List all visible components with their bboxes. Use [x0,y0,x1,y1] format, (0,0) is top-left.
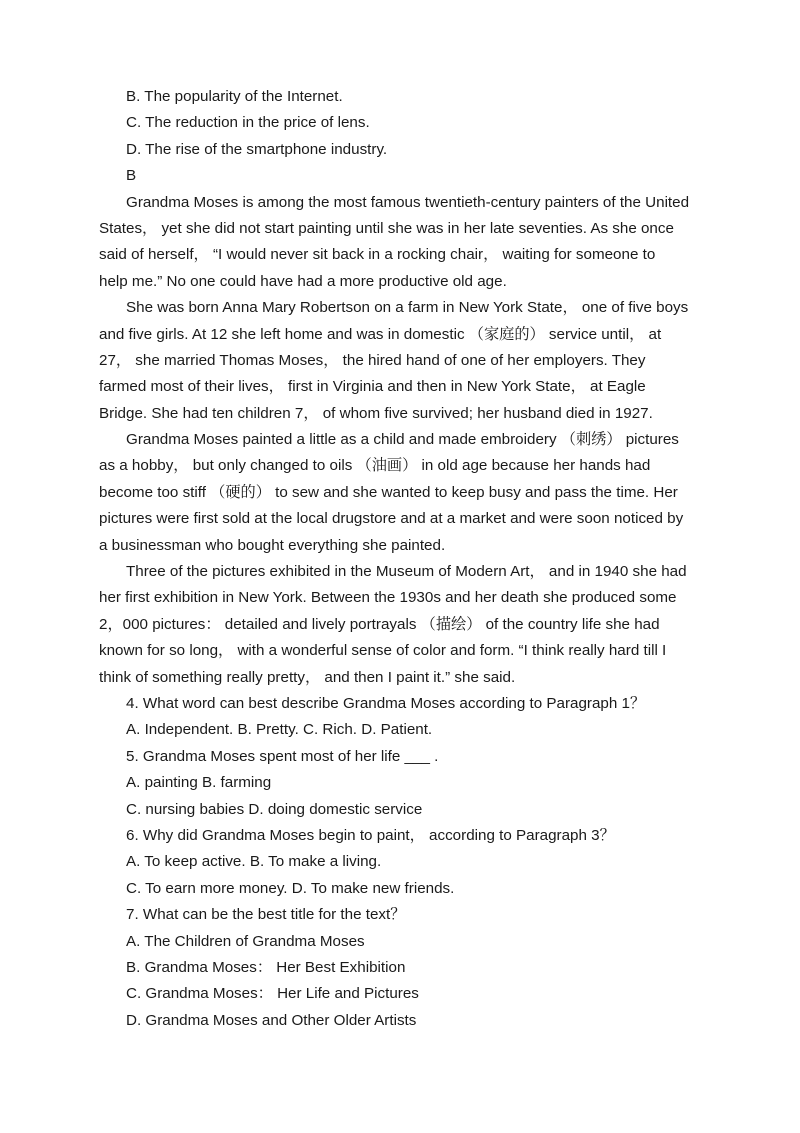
paragraph-3 [99,427,701,559]
paragraph-line: think of something really pretty， and then I paint it.” she said. [99,668,516,686]
question-7-option-d: D. Grandma Moses and Other Older Artists [126,1011,417,1029]
paragraph-line: Grandma Moses painted a little as a child and made embroidery （刺绣） pictures [126,431,679,449]
previous-option-d: D. The rise of the smartphone industry. [126,140,388,158]
paragraph-line: become too stiff （硬的） to sew and she wanted to keep busy and pass the time. Her [99,483,678,501]
question-5-options-cd: C. nursing babies D. doing domestic service [126,800,423,818]
question-5: 5. Grandma Moses spent most of her life ___ . [126,747,439,765]
section-label: B [126,167,137,185]
question-6-options-ab: A. To keep active. B. To make a living. [126,853,382,871]
question-7: 7. What can be the best title for the text？ [126,906,406,924]
paragraph-line: and five girls. At 12 she left home and was in domestic （家庭的） service until， at [99,325,662,343]
question-7-option-a: A. The Children of Grandma Moses [126,932,365,950]
question-4-options: A. Independent. B. Pretty. C. Rich. D. Patient. [126,721,433,739]
paragraph-line: 2，000 pictures： detailed and lively portrayals （描绘） of the country life she had [99,615,660,633]
paragraph-line: Three of the pictures exhibited in the Museum of Modern Art， and in 1940 she had [126,563,687,581]
paragraph-line: 27， she married Thomas Moses， the hired hand of one of her employers. They [99,351,646,369]
paragraph-line: She was born Anna Mary Robertson on a farm in New York State， one of five boys [126,299,689,317]
document-body [99,84,701,1034]
paragraph-line: her first exhibition in New York. Between the 1930s and her death she produced some [99,589,677,607]
paragraph-line: help me.” No one could have had a more productive old age. [99,272,507,290]
paragraph-line: Grandma Moses is among the most famous twentieth-century painters of the United [126,193,690,211]
question-6: 6. Why did Grandma Moses begin to paint， according to Paragraph 3？ [126,826,615,844]
previous-option-b: B. The popularity of the Internet. [126,88,343,105]
paragraph-1 [99,190,701,296]
paragraph-line: a businessman who bought everything she painted. [99,536,446,554]
question-7-option-c: C. Grandma Moses： Her Life and Pictures [126,985,419,1003]
paragraph-line: Bridge. She had ten children 7， of whom five survived; her husband died in 1927. [99,404,653,422]
question-6-options-cd: C. To earn more money. D. To make new friends. [126,879,455,897]
paragraph-2 [99,295,701,427]
paragraph-4 [99,559,701,691]
paragraph-line: known for so long， with a wonderful sense of color and form. “I think really hard till I [99,642,667,660]
paragraph-line: farmed most of their lives， first in Virginia and then in New York State， at Eagle [99,378,646,396]
paragraph-line: said of herself， “I would never sit back in a rocking chair， waiting for someone to [99,246,656,264]
question-7-option-b: B. Grandma Moses： Her Best Exhibition [126,958,406,976]
questions [99,691,701,1034]
paragraph-line: as a hobby， but only changed to oils （油画） in old age because her hands had [99,457,651,475]
previous-option-c: C. The reduction in the price of lens. [126,114,370,132]
question-5-options-ab: A. painting B. farming [126,774,272,792]
paragraph-line: States， yet she did not start painting until she was in her late seventies. As she once [99,219,674,237]
paragraph-line: pictures were first sold at the local drugstore and at a market and were soon noticed by [99,510,684,528]
question-4: 4. What word can best describe Grandma Moses according to Paragraph 1？ [126,694,646,712]
